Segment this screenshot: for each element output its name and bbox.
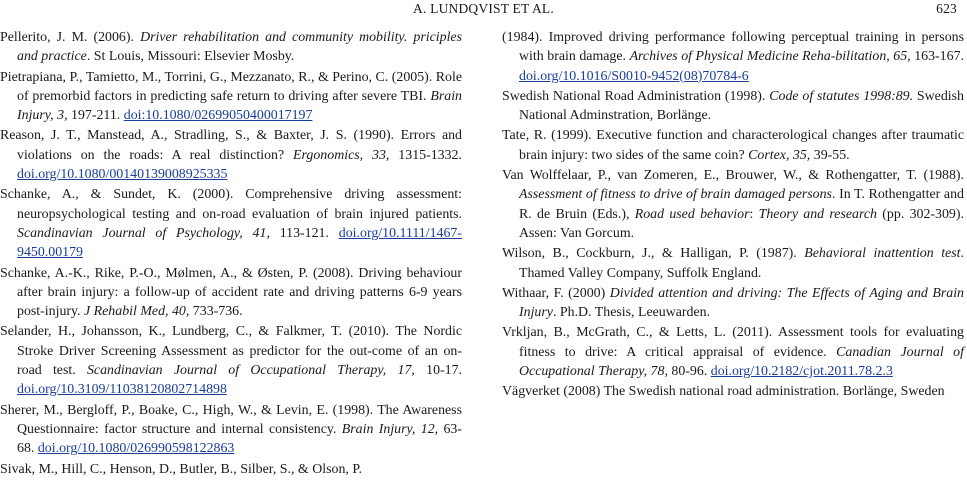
reference-text: . St Louis, Missouri: Elsevier Mosby. — [86, 49, 295, 65]
reference-italic-text: Scandinavian Journal of Occupational Therapy, 17 — [86, 363, 412, 379]
reference-entry — [502, 382, 964, 401]
reference-italic-text: Brain Injury, 12, — [341, 421, 439, 437]
doi-link[interactable]: doi:10.1080/02699050400017197 — [123, 108, 313, 124]
reference-italic-text: Scandinavian Journal of Psychology, 41, — [17, 225, 270, 241]
reference-entry — [502, 126, 964, 165]
doi-link[interactable]: doi.org/10.3109/11038120802714898 — [17, 382, 227, 398]
reference-text: Tate, R. (1999). Executive function and characterological changes after traumatic brain injury: two sides of the same coin? — [502, 128, 964, 163]
reference-text: Van Wolffelaar, P., van Zomeren, E., Brouwer, W., & Rothengatter, T. (1988). — [502, 168, 964, 184]
reference-text: Vrkljan, B., McGrath, C., & Letts, L. (2011). Assessment tools for evaluating fitness to drive: A critical appraisal of evidence. — [502, 325, 964, 360]
doi-link[interactable]: doi.org/10.1080/026990598122863 — [37, 441, 235, 457]
reference-text: 197-211. — [67, 108, 124, 124]
reference-text: (pp. 302-309). Assen: Van Gorcum. — [519, 206, 964, 241]
reference-entry — [502, 244, 964, 283]
reference-text: (1984). Improved driving performance following perceptual training in persons with brain damage. — [502, 30, 964, 65]
reference-entry — [502, 87, 964, 126]
doi-link[interactable]: doi.org/10.1016/S0010-9452(08)70784-6 — [519, 68, 749, 84]
reference-text: : — [749, 206, 759, 222]
reference-text: Swedish National Road Administration (1998). — [502, 88, 770, 104]
reference-text: Wilson, B., Cockburn, J., & Halligan, P. (1987). — [502, 246, 805, 262]
reference-entry — [0, 322, 462, 399]
reference-italic-text: Theory and research — [758, 206, 877, 222]
reference-text: , 10-17. — [411, 363, 463, 379]
reference-italic-text: Driver rehabilitation and community mobility. priciples and practice — [17, 30, 462, 65]
reference-entry — [502, 284, 964, 323]
reference-text: 733-736. — [189, 304, 243, 320]
reference-entry — [502, 28, 964, 86]
reference-text: 39-55. — [810, 147, 850, 163]
page-number: 623 — [936, 1, 957, 16]
reference-italic-text: Archives of Physical Medicine Reha-bilitation, 65, — [629, 49, 911, 65]
reference-italic-text: Assessment of fitness to drive of brain damaged persons — [519, 187, 832, 203]
reference-italic-text: Behavioral inattention test — [804, 246, 961, 262]
doi-link[interactable]: doi.org/10.1111/1467-9450.00179 — [17, 225, 462, 261]
reference-text: 163-167. — [910, 49, 964, 65]
reference-italic-text: Brain Injury, 3, — [17, 88, 462, 124]
reference-text: Selander, H., Johansson, K., Lundberg, C., & Falkmer, T. (2010). The Nordic Stroke Driver Screening Assessment as predictor for the out-come of an on-road test. — [0, 324, 462, 379]
references-right-column — [502, 28, 964, 403]
reference-text: 80-96. — [667, 364, 711, 380]
reference-entry — [0, 28, 462, 67]
reference-text: Sherer, M., Bergloff, P., Boake, C., High, W., & Levin, E. (1998). The Awareness Questionnaire: factor structure and internal consistency. — [0, 402, 462, 437]
references-left-column — [0, 28, 462, 480]
reference-text: Reason, J. T., Manstead, A., Stradling, S., & Baxter, J. S. (1990). Errors and violations on the roads: A real distinction? — [0, 128, 462, 163]
reference-entry — [0, 264, 462, 322]
reference-text: Pellerito, J. M. (2006). — [0, 30, 141, 45]
reference-text: Schanke, A., & Sundet, K. (2000). Comprehensive driving assessment: neuropsychological testing and on-road evaluation of brain injured patients. — [0, 187, 462, 222]
reference-text: 113-121. — [269, 225, 339, 241]
reference-text: . Ph.D. Thesis, Leeuwarden. — [552, 305, 711, 321]
reference-text: 1315-1332. — [389, 147, 462, 163]
reference-italic-text: Cortex, 35, — [748, 147, 811, 163]
reference-text: Schanke, A.-K., Rike, P.-O., Mølmen, A., & Østen, P. (2008). Driving behaviour after brain injury: a follow-up of accident rate and driving patterns 6-9 years post-injury. — [0, 265, 462, 320]
reference-entry — [0, 126, 462, 184]
reference-text: 63-68. — [17, 421, 462, 457]
reference-text: . Thamed Valley Company, Suffolk England. — [519, 246, 964, 281]
reference-entry — [0, 185, 462, 262]
running-header — [0, 0, 967, 20]
reference-italic-text: Divided attention and driving: The Effects of Aging and Brain Injury — [519, 285, 964, 321]
reference-text: Sivak, M., Hill, C., Henson, D., Butler, B., Silber, S., & Olson, P. — [0, 461, 362, 477]
reference-italic-text: J Rehabil Med, 40, — [84, 304, 190, 320]
reference-text: Swedish National Adminstration, Borlänge. — [519, 88, 964, 124]
reference-entry — [502, 323, 964, 381]
reference-text: Pietrapiana, P., Tamietto, M., Torrini, G., Mezzanato, R., & Perino, C. (2005). Role of premorbid factors in predicting safe return to driving after severe TBI. — [0, 69, 462, 104]
reference-entry — [0, 68, 462, 126]
doi-link[interactable]: doi.org/10.1080/00140139008925335 — [17, 167, 228, 183]
doi-link[interactable]: doi.org/10.2182/cjot.2011.78.2.3 — [710, 364, 893, 380]
reference-text: Vägverket (2008) The Swedish national road administration. Borlänge, Sweden — [502, 384, 945, 400]
reference-text: Withaar, F. (2000) — [502, 285, 610, 301]
reference-italic-text: Ergonomics, 33, — [293, 147, 390, 163]
reference-entry — [0, 401, 462, 459]
running-header-author: A. LUNDQVIST ET AL. — [413, 1, 554, 16]
reference-italic-text: Road used behavior — [634, 206, 750, 222]
reference-italic-text: Canadian Journal of Occupational Therapy, 78, — [519, 344, 964, 380]
reference-italic-text: Code of statutes 1998:89. — [769, 88, 914, 104]
reference-text: . In T. Rothengatter and R. de Bruin (Eds.), — [519, 187, 964, 222]
reference-entry — [0, 460, 462, 479]
reference-entry — [502, 166, 964, 243]
